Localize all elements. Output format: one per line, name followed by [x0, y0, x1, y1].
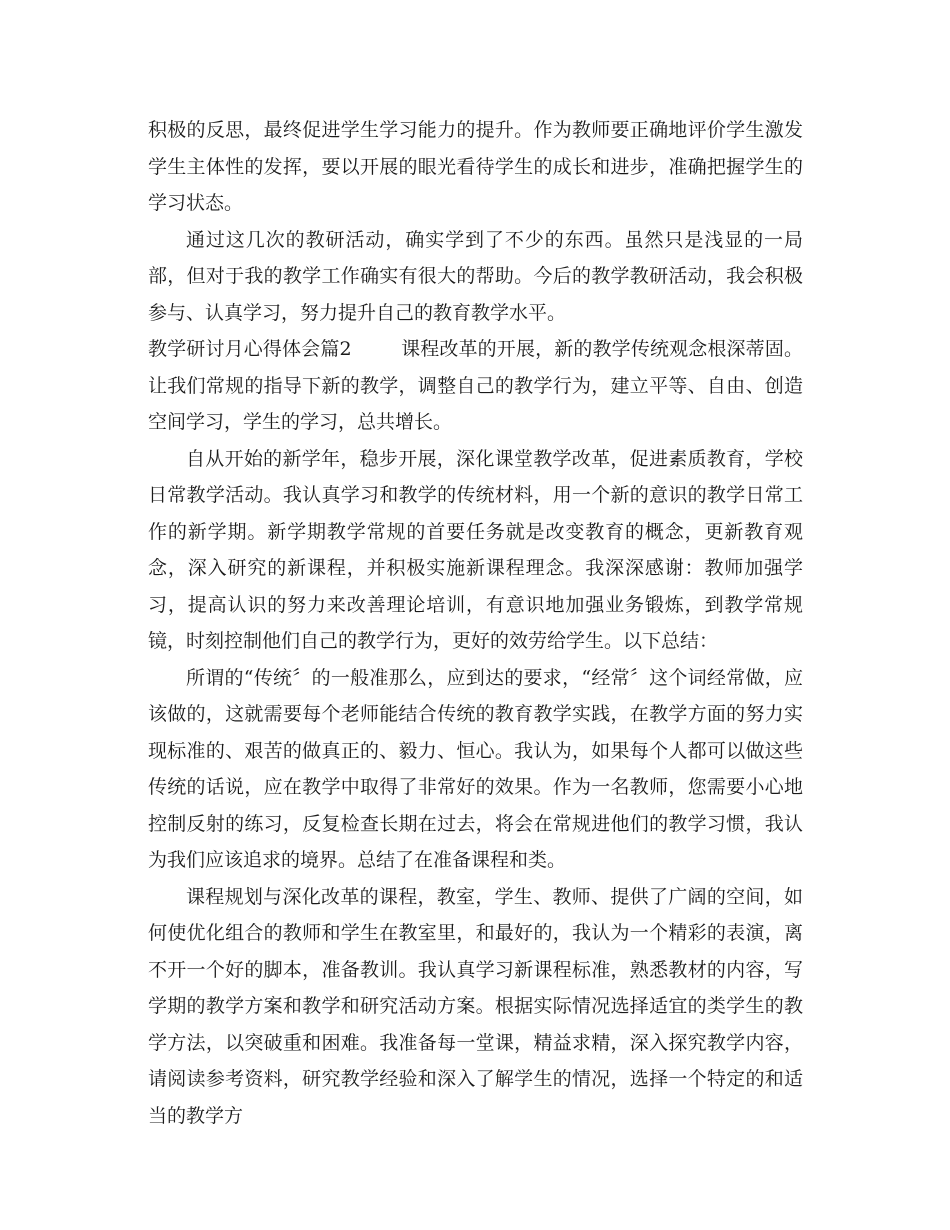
paragraph-1: 积极的反思，最终促进学生学习能力的提升。作为教师要正确地评价学生激发学生主体性的发挥，要以开展的眼光看待学生的成长和进步，准确把握学生的学习状态。	[148, 119, 803, 214]
section-heading: 教学研讨月心得体会篇2	[148, 338, 352, 360]
paragraph-5: 所谓的“传统〞的一般准那么，应到达的要求，“经常〞这个词经常做，应该做的，这就需要每个老师能结合传统的教育教学实践，在教学方面的努力实现标准的、艰苦的做真正的、毅力、恒心。我认为，如果每个人都可以做这些传统的话说，应在教学中取得了非常好的效果。作为一名教师，您需要小心地控制反射的练习，反复检查长期在过去，将会在常规进他们的教学习惯，我认为我们应该追求的境界。总结了在准备课程和类。	[148, 666, 803, 871]
paragraph-6: 课程规划与深化改革的课程，教室，学生、教师、提供了广阔的空间，如何使优化组合的教师和学生在教室里，和最好的，我认为一个精彩的表演，离不开一个好的脚本，准备教训。我认真学习新课程标准，熟悉教材的内容，写学期的教学方案和教学和研究活动方案。根据实际情况选择适宜的类学生的教学方法，以突破重和困难。我准备每一堂课，精益求精，深入探究教学内容，请阅读参考资料，研究教学经验和深入了解学生的情况，选择一个特定的和适当的教学方	[148, 885, 803, 1127]
paragraph-3-text: 课程改革的开展，新的教学传统观念根深蒂固。让我们常规的指导下新的教学，调整自己的教学行为，建立平等、自由、创造空间学习，学生的学习，总共增长。	[148, 338, 803, 433]
paragraph-2: 通过这几次的教研活动，确实学到了不少的东西。虽然只是浅显的一局部，但对于我的教学工作确实有很大的帮助。今后的教学教研活动，我会积极参与、认真学习，努力提升自己的教育教学水平。	[148, 228, 803, 324]
paragraph-4: 自从开始的新学年，稳步开展，深化课堂教学改革，促进素质教育，学校日常教学活动。我认真学习和教学的传统材料，用一个新的意识的教学日常工作的新学期。新学期教学常规的首要任务就是改变教育的概念，更新教育观念，深入研究的新课程，并积极实施新课程理念。我深深感谢：教师加强学习，提高认识的努力来改善理论培训，有意识地加强业务锻炼，到教学常规镜，时刻控制他们自己的教学行为，更好的效劳给学生。以下总结：	[148, 447, 803, 652]
paragraph-3	[148, 331, 803, 441]
document-body	[148, 112, 803, 1134]
